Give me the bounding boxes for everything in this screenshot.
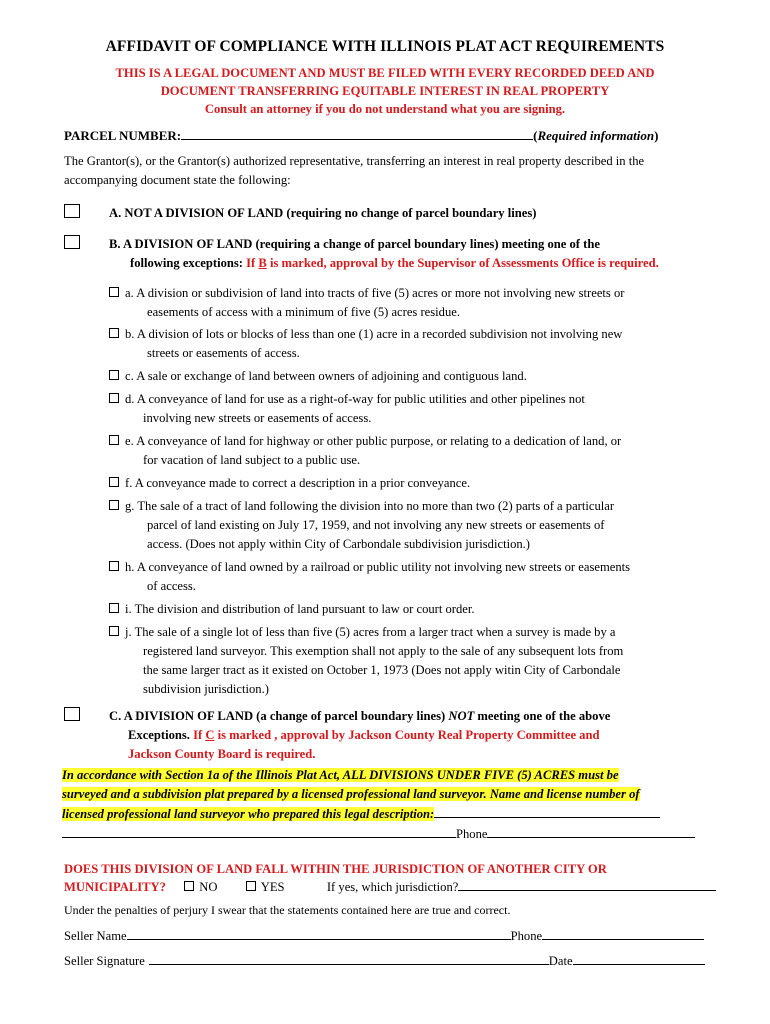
exception-d: [109, 390, 699, 428]
jurisdiction-yes-label: YES: [260, 880, 285, 894]
exception-j-checkbox[interactable]: [109, 626, 119, 636]
exception-b-line-1: b. A division of lots or blocks of less than one (1) acre in a recorded subdivision not involving new: [125, 327, 623, 341]
signature-date-label: Date: [548, 954, 573, 968]
exception-b-line-2: streets or easements of access.: [147, 346, 300, 360]
jurisdiction-question-line-2: [64, 877, 724, 897]
seller-signature-field[interactable]: [149, 951, 549, 965]
surveyor-name-field[interactable]: [434, 804, 660, 818]
exception-j-line-4: subdivision jurisdiction.): [143, 682, 269, 696]
option-b-exceptions-text: following exceptions: [130, 256, 239, 270]
option-c-line-1: [109, 707, 719, 726]
option-c-line-1-post: meeting one of the above: [474, 709, 611, 723]
seller-phone-label: Phone: [510, 929, 543, 943]
option-b-checkbox[interactable]: [64, 235, 80, 249]
jurisdiction-no-checkbox[interactable]: [184, 881, 194, 891]
exception-g-checkbox[interactable]: [109, 500, 119, 510]
seller-signature-row: [64, 951, 724, 971]
exception-h: [109, 558, 699, 596]
exception-f-checkbox[interactable]: [109, 477, 119, 487]
option-c-note-post: is marked , approval by Jackson County Real Property Committee and: [214, 728, 600, 742]
intro-line-1: The Grantor(s), or the Grantor(s) authorized representative, transferring an interest in real property described in the: [64, 154, 645, 168]
option-b-colon: :: [238, 256, 247, 270]
section-1a-notice: [62, 766, 722, 844]
legal-notice-line-2: DOCUMENT TRANSFERRING EQUITABLE INTEREST IN REAL PROPERTY: [160, 84, 610, 98]
option-c-exceptions-text: Exceptions.: [128, 728, 194, 742]
option-c-note-letter: C: [205, 728, 215, 742]
exception-c-line-1: c. A sale or exchange of land between owners of adjoining and contiguous land.: [125, 369, 527, 383]
intro-paragraph: [64, 152, 714, 190]
option-b-approval-note: [246, 256, 659, 270]
seller-name-field[interactable]: [127, 926, 511, 940]
exception-e-line-2: for vacation of land subject to a public use.: [143, 453, 361, 467]
seller-name-row: [64, 926, 724, 946]
surveyor-phone-field[interactable]: [487, 824, 695, 838]
exception-f-line-1: f. A conveyance made to correct a description in a prior conveyance.: [125, 476, 471, 490]
exception-a-line-1: a. A division or subdivision of land into tracts of five (5) acres or more not involving new streets or: [125, 286, 625, 300]
exception-j: [109, 623, 699, 699]
exception-d-line-2: involving new streets or easements of access.: [143, 411, 372, 425]
exception-g: [109, 497, 699, 554]
signature-date-field[interactable]: [573, 951, 705, 965]
option-c-approval-note: [193, 728, 599, 742]
option-c-line-3: Jackson County Board is required.: [128, 747, 316, 761]
parcel-number-label: PARCEL NUMBER:: [64, 128, 182, 143]
exception-e: [109, 432, 699, 470]
jurisdiction-no-label: NO: [199, 880, 218, 894]
exception-h-checkbox[interactable]: [109, 561, 119, 571]
section-1a-line-2: surveyed and a subdivision plat prepared by a licensed professional land surveyor. Name and license number of: [62, 787, 640, 801]
exception-i-checkbox[interactable]: [109, 603, 119, 613]
document-title: AFFIDAVIT OF COMPLIANCE WITH ILLINOIS PLAT ACT REQUIREMENTS: [105, 38, 665, 55]
surveyor-license-field[interactable]: [62, 824, 456, 838]
option-c-note-pre: If: [193, 728, 206, 742]
exception-g-line-1: g. The sale of a tract of land following the division into no more than two (2) parts of a particular: [125, 499, 615, 513]
exception-a-checkbox[interactable]: [109, 287, 119, 297]
exception-e-checkbox[interactable]: [109, 435, 119, 445]
surveyor-phone-label: Phone: [456, 827, 488, 841]
option-a-checkbox[interactable]: [64, 204, 80, 218]
exception-e-line-1: e. A conveyance of land for highway or other public purpose, or relating to a dedication of land, or: [125, 434, 622, 448]
option-c-not: NOT: [448, 709, 475, 723]
exception-h-line-1: h. A conveyance of land owned by a railroad or public utility not involving new streets or easements: [125, 560, 631, 574]
option-a-label: A. NOT A DIVISION OF LAND (requiring no change of parcel boundary lines): [109, 206, 537, 220]
exception-g-line-2: parcel of land existing on July 17, 1959, and not involving any new streets or easements of: [147, 518, 605, 532]
option-b-label: [109, 235, 719, 273]
exception-f: [109, 474, 699, 493]
option-b-note-post: is marked, approval by the Supervisor of Assessments Office is required.: [266, 256, 659, 270]
exception-g-line-3: access. (Does not apply within City of Carbondale subdivision jurisdiction.): [147, 537, 531, 551]
seller-phone-field[interactable]: [542, 926, 704, 940]
exception-i: [109, 600, 699, 619]
option-b-line-1: B. A DIVISION OF LAND (requiring a change of parcel boundary lines) meeting one of the: [109, 237, 600, 251]
option-b-note-pre: If: [246, 256, 259, 270]
section-1a-line-1: In accordance with Section 1a of the Illinois Plat Act, ALL DIVISIONS UNDER FIVE (5) ACRES must be: [62, 768, 619, 782]
seller-signature-label: Seller Signature: [64, 954, 145, 968]
exception-d-line-1: d. A conveyance of land for use as a right-of-way for public utilities and other pipelines not: [125, 392, 585, 406]
exception-a: [109, 284, 699, 322]
jurisdiction-question-line-1: DOES THIS DIVISION OF LAND FALL WITHIN THE JURISDICTION OF ANOTHER CITY OR: [64, 862, 607, 876]
exception-a-line-2: easements of access with a minimum of five (5) acres residue.: [147, 305, 460, 319]
parcel-number-field[interactable]: [181, 126, 533, 140]
exception-c: [109, 367, 699, 386]
municipality-label: MUNICIPALITY?: [64, 880, 166, 894]
option-c-label: [109, 707, 719, 764]
exception-j-line-2: registered land surveyor. This exemption shall not apply to the sale of any subsequent lots from: [143, 644, 624, 658]
which-jurisdiction-label: If yes, which jurisdiction?: [326, 880, 459, 894]
section-1a-line-3: licensed professional land surveyor who prepared this legal description:: [62, 807, 435, 821]
intro-line-2: accompanying document state the following:: [64, 173, 291, 187]
exception-h-line-2: of access.: [147, 579, 196, 593]
seller-name-label: Seller Name: [64, 929, 127, 943]
paren-close: ): [654, 128, 659, 143]
exception-j-line-3: the same larger tract as it existed on October 1, 1973 (Does not apply witin City of Carbondale: [143, 663, 621, 677]
legal-notice-line-1: THIS IS A LEGAL DOCUMENT AND MUST BE FILED WITH EVERY RECORDED DEED AND: [115, 66, 655, 80]
exception-d-checkbox[interactable]: [109, 393, 119, 403]
attorney-notice: Consult an attorney if you do not understand what you are signing.: [204, 102, 566, 116]
option-c-checkbox[interactable]: [64, 707, 80, 721]
which-jurisdiction-field[interactable]: [458, 877, 716, 891]
option-c-line-2: [109, 726, 719, 745]
exception-b-checkbox[interactable]: [109, 328, 119, 338]
exception-b: [109, 325, 699, 363]
exception-i-line-1: i. The division and distribution of land pursuant to law or court order.: [125, 602, 475, 616]
paren-open: (: [533, 128, 538, 143]
required-information-note: Required information: [537, 128, 655, 143]
parcel-number-row: [64, 126, 704, 145]
option-c-line-1-pre: C. A DIVISION OF LAND (a change of parcel boundary lines): [109, 709, 449, 723]
jurisdiction-yes-checkbox[interactable]: [246, 881, 256, 891]
option-b-line-2: [109, 254, 719, 273]
exception-c-checkbox[interactable]: [109, 370, 119, 380]
perjury-statement: Under the penalties of perjury I swear that the statements contained here are true and correct.: [64, 903, 511, 917]
exception-j-line-1: j. The sale of a single lot of less than five (5) acres from a larger tract when a survey is made by a: [125, 625, 616, 639]
option-b-note-letter: B: [258, 256, 267, 270]
